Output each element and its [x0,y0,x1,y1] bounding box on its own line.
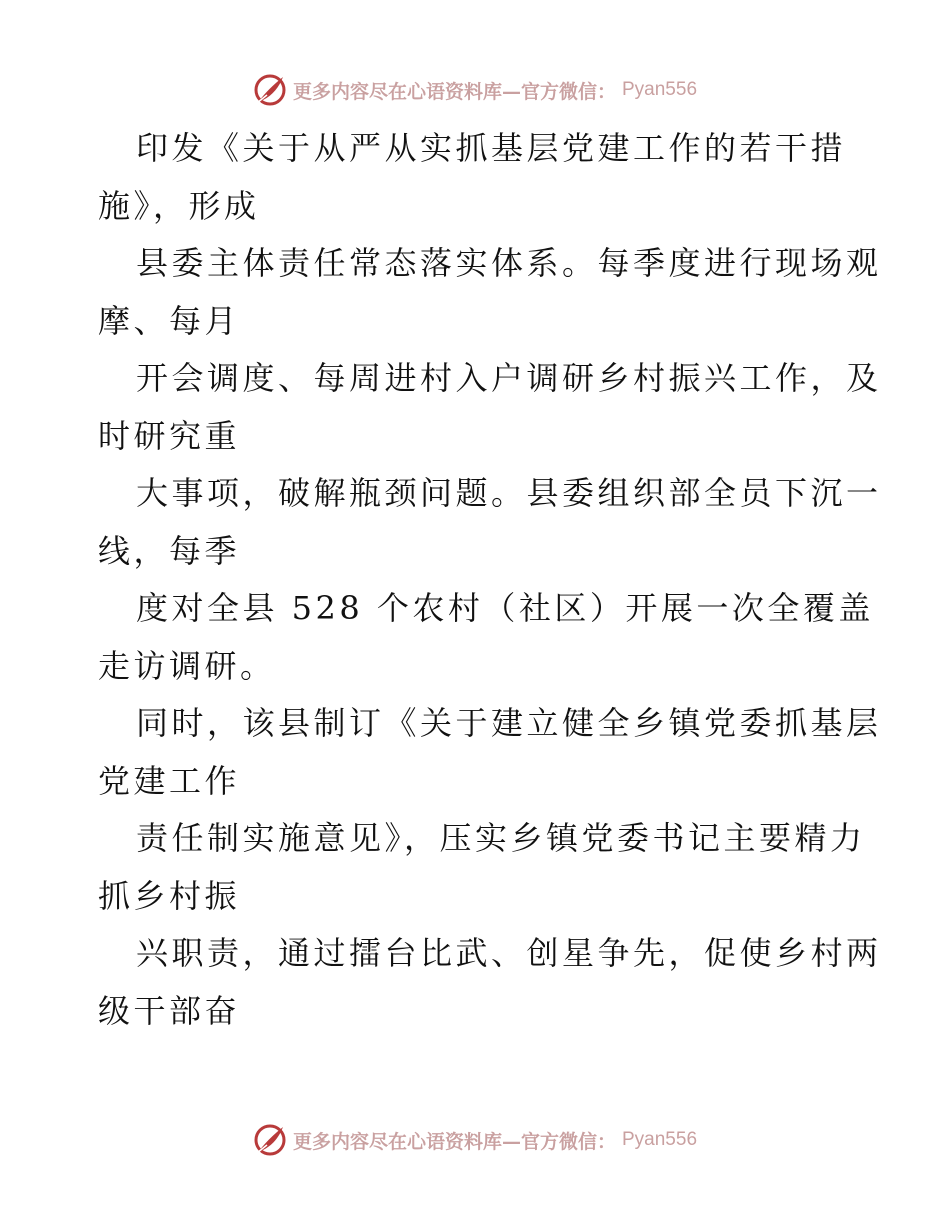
feather-logo-icon [253,73,287,107]
text-line: 抓乡村振 [98,876,241,915]
footer-banner-text: 更多内容尽在心语资料库—官方微信： [292,1130,616,1153]
text-line: 印发《关于从严从实抓基层党建工作的若干措 [136,129,847,167]
text-line: 责任制实施意见》，压实乡镇党委书记主要精力 [136,819,866,857]
text-line: 摩、每月 [98,301,241,340]
header-banner-text: 更多内容尽在心语资料库—官方微信： [292,80,616,103]
text-line: 线，每季 [98,531,241,570]
feather-logo-icon [253,1123,287,1157]
text-line: 县委主体责任常态落实体系。每季度进行现场观 [136,244,882,282]
text-line: 走访调研。 [98,646,276,685]
header-wechat-id: Pyan556 [622,79,698,100]
text-line: 时研究重 [98,416,241,455]
text-line: 施》，形成 [98,186,260,225]
text-line: 同时，该县制订《关于建立健全乡镇党委抓基层 [136,704,882,742]
text-line: 度对全县 528 个农村（社区）开展一次全覆盖 [136,589,874,627]
text-line: 开会调度、每周进村入户调研乡村振兴工作，及 [136,359,882,397]
text-line: 党建工作 [98,761,241,800]
footer-wechat-id: Pyan556 [622,1129,698,1150]
footer-banner [0,1120,950,1160]
text-line: 兴职责，通过擂台比武、创星争先，促使乡村两 [136,934,882,972]
text-line: 大事项，破解瓶颈问题。县委组织部全员下沉一 [136,474,882,512]
text-line: 级干部奋 [98,991,241,1030]
document-body [98,120,882,1040]
header-banner [0,70,950,110]
